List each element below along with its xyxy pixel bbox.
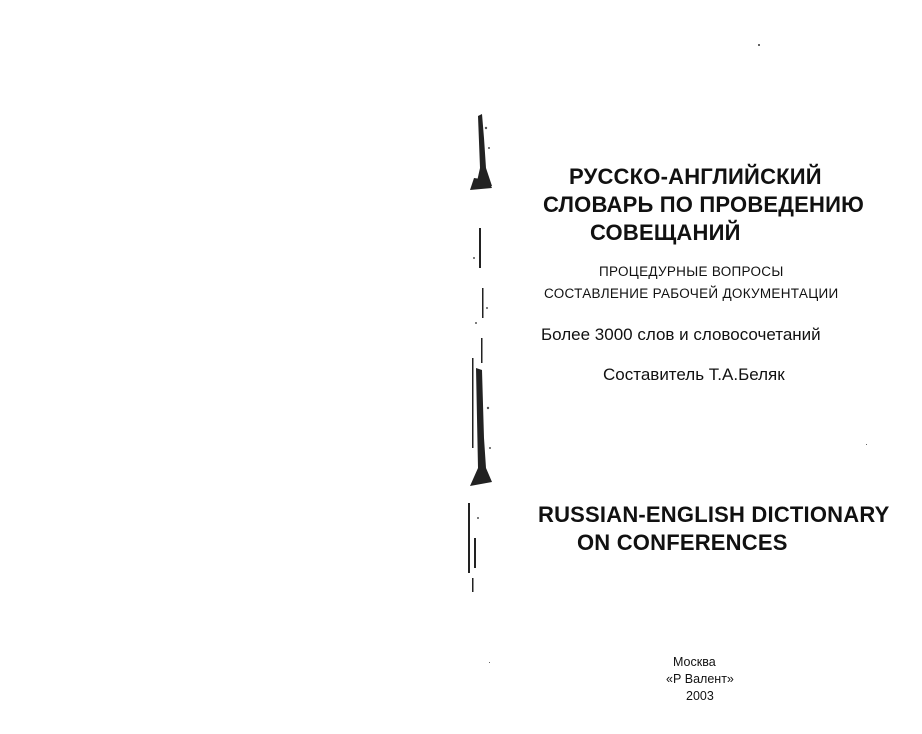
imprint-publisher: «Р Валент» xyxy=(666,672,734,686)
scan-speck xyxy=(489,662,490,663)
title-ru-line-3: СОВЕЩАНИЙ xyxy=(590,220,741,245)
imprint-city: Москва xyxy=(673,655,716,669)
imprint-year: 2003 xyxy=(686,689,714,703)
subtitle-line-2: СОСТАВЛЕНИЕ РАБОЧЕЙ ДОКУМЕНТАЦИИ xyxy=(544,286,839,301)
subtitle-line-1: ПРОЦЕДУРНЫЕ ВОПРОСЫ xyxy=(599,264,784,279)
book-spine-shadow xyxy=(462,108,500,598)
spine-scan-artifact xyxy=(462,108,500,598)
title-en-line-2: ON CONFERENCES xyxy=(577,530,788,555)
scan-speck xyxy=(758,44,760,46)
title-en-line-1: RUSSIAN-ENGLISH DICTIONARY xyxy=(538,502,890,527)
word-count: Более 3000 слов и словосочетаний xyxy=(541,325,821,344)
title-ru-line-2: СЛОВАРЬ ПО ПРОВЕДЕНИЮ xyxy=(543,192,865,217)
scan-speck xyxy=(866,444,867,445)
title-ru-line-1: РУССКО-АНГЛИЙСКИЙ xyxy=(569,164,822,189)
compiler: Составитель Т.А.Беляк xyxy=(603,365,785,384)
